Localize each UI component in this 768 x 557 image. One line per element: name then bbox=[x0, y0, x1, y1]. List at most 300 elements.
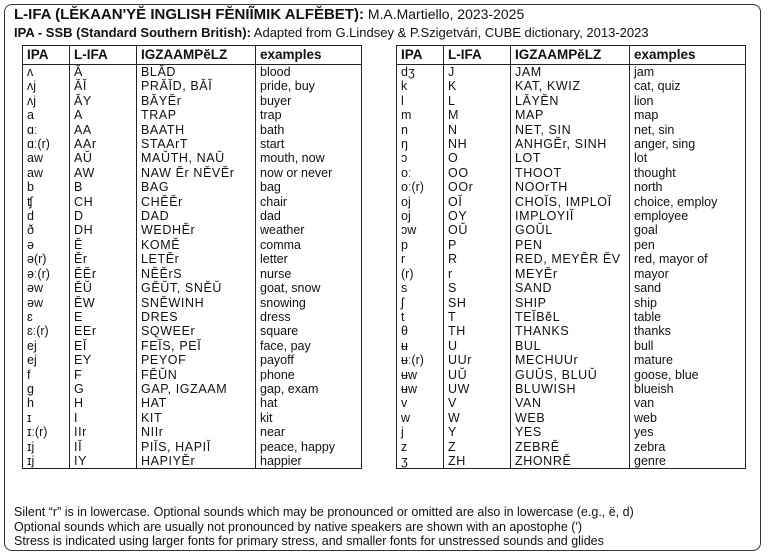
lifa-cell: EY bbox=[70, 353, 137, 367]
example-cell: gap, exam bbox=[256, 382, 362, 396]
spelling-cell: LĂYĔN bbox=[511, 94, 630, 108]
example-cell: zebra bbox=[630, 440, 746, 454]
table-row bbox=[397, 411, 746, 425]
table-row bbox=[397, 123, 746, 137]
spelling-cell: PIĬS, HAPIĬ bbox=[137, 440, 256, 454]
lifa-cell: EĬ bbox=[70, 339, 137, 353]
table-row bbox=[23, 195, 362, 209]
spelling-cell: SNĔWINH bbox=[137, 296, 256, 310]
table-row bbox=[23, 123, 362, 137]
example-cell: van bbox=[630, 396, 746, 410]
spelling-cell: PEYOF bbox=[137, 353, 256, 367]
right-phoneme-table bbox=[396, 45, 746, 469]
ipa-cell: ɪ bbox=[27, 410, 32, 425]
table-row bbox=[397, 252, 746, 266]
spelling-cell: MECHUUr bbox=[511, 353, 630, 367]
table-row bbox=[397, 310, 746, 324]
spelling-cell: ANHGĔr, SINH bbox=[511, 137, 630, 151]
spelling-cell: DAD bbox=[137, 209, 256, 223]
lifa-cell: OŬ bbox=[444, 223, 511, 237]
left-phoneme-table bbox=[22, 45, 362, 469]
example-cell: anger, sing bbox=[630, 137, 746, 151]
ipa-cell: ʉw bbox=[401, 381, 417, 396]
spelling-cell: SHIP bbox=[511, 296, 630, 310]
ipa-cell: ɔw bbox=[401, 223, 417, 238]
lifa-cell: OĬ bbox=[444, 195, 511, 209]
lifa-cell: Ĕ bbox=[70, 238, 137, 252]
table-row bbox=[397, 296, 746, 310]
table-row bbox=[23, 382, 362, 396]
table-row bbox=[397, 368, 746, 382]
spelling-cell: BLĂD bbox=[137, 65, 256, 80]
table-row bbox=[397, 238, 746, 252]
example-cell: genre bbox=[630, 454, 746, 469]
lifa-cell: V bbox=[444, 396, 511, 410]
ipa-cell: ej bbox=[27, 353, 37, 368]
ipa-cell: ʉ bbox=[401, 338, 408, 353]
spelling-cell: DRES bbox=[137, 310, 256, 324]
table-row bbox=[23, 94, 362, 108]
lifa-cell: IIr bbox=[70, 425, 137, 439]
table-row bbox=[23, 425, 362, 439]
ipa-cell: d bbox=[27, 209, 34, 224]
example-cell: sand bbox=[630, 281, 746, 295]
lifa-cell: NH bbox=[444, 137, 511, 151]
example-cell: bull bbox=[630, 339, 746, 353]
example-cell: mouth, now bbox=[256, 151, 362, 165]
ipa-cell: g bbox=[27, 381, 34, 396]
lifa-cell: K bbox=[444, 79, 511, 93]
spelling-cell: BAG bbox=[137, 180, 256, 194]
example-cell: nurse bbox=[256, 267, 362, 281]
lifa-cell: P bbox=[444, 238, 511, 252]
spelling-cell: MEYĔr bbox=[511, 267, 630, 281]
spelling-cell: BUL bbox=[511, 339, 630, 353]
table-row bbox=[23, 180, 362, 194]
ipa-cell: ɪː(r) bbox=[27, 425, 48, 440]
ipa-cell: ʉː(r) bbox=[401, 353, 424, 368]
example-cell: buyer bbox=[256, 94, 362, 108]
lifa-cell: A bbox=[70, 108, 137, 122]
table-row bbox=[23, 238, 362, 252]
ipa-cell: f bbox=[27, 367, 31, 382]
title-author: M.A.Martiello, 2023-2025 bbox=[363, 6, 525, 22]
example-cell: pride, buy bbox=[256, 79, 362, 93]
col-header-igz: IGZAAMPĕLZ bbox=[137, 46, 256, 65]
lifa-cell: UW bbox=[444, 382, 511, 396]
lifa-cell: AŬ bbox=[70, 151, 137, 165]
ipa-cell: a bbox=[27, 108, 34, 123]
example-cell: ship bbox=[630, 296, 746, 310]
table-row bbox=[23, 339, 362, 353]
ipa-cell: m bbox=[401, 108, 412, 123]
spelling-cell: HAPIYĔr bbox=[137, 454, 256, 469]
spelling-cell: BAATH bbox=[137, 123, 256, 137]
example-cell: bag bbox=[256, 180, 362, 194]
spelling-cell: THOOT bbox=[511, 166, 630, 180]
table-header-row bbox=[23, 46, 362, 65]
example-cell: mayor bbox=[630, 267, 746, 281]
ipa-cell: oj bbox=[401, 209, 411, 224]
lifa-cell: ZH bbox=[444, 454, 511, 469]
ipa-cell: aw bbox=[27, 151, 43, 166]
ipa-cell: ɪj bbox=[27, 439, 35, 454]
col-header-ipa: IPA bbox=[23, 46, 70, 65]
example-cell: now or never bbox=[256, 166, 362, 180]
example-cell: map bbox=[630, 108, 746, 122]
table-row bbox=[23, 137, 362, 151]
lifa-cell: E bbox=[70, 310, 137, 324]
spelling-cell: KAT, KWIZ bbox=[511, 79, 630, 93]
page-title bbox=[14, 6, 524, 23]
table-row bbox=[397, 108, 746, 122]
example-cell: peace, happy bbox=[256, 440, 362, 454]
col-header-ipa: IPA bbox=[397, 46, 444, 65]
spelling-cell: JAM bbox=[511, 65, 630, 80]
ipa-cell: ʒ bbox=[401, 453, 408, 468]
spelling-cell: VAN bbox=[511, 396, 630, 410]
lifa-cell: ĔŬ bbox=[70, 281, 137, 295]
ipa-cell: v bbox=[401, 396, 408, 411]
ipa-cell: r bbox=[401, 252, 406, 267]
lifa-cell: M bbox=[444, 108, 511, 122]
example-cell: north bbox=[630, 180, 746, 194]
table-row bbox=[397, 267, 746, 281]
spelling-cell: GUŬS, BLUŬ bbox=[511, 368, 630, 382]
spelling-cell: GAP, IGZAAM bbox=[137, 382, 256, 396]
table-row bbox=[23, 209, 362, 223]
example-cell: blueish bbox=[630, 382, 746, 396]
right-table-body bbox=[397, 65, 746, 469]
table-row bbox=[397, 440, 746, 454]
lifa-cell: ĂY bbox=[70, 94, 137, 108]
table-row bbox=[397, 425, 746, 439]
lifa-cell: ĂĬ bbox=[70, 79, 137, 93]
example-cell: lot bbox=[630, 151, 746, 165]
spelling-cell: PRĂĬD, BĂĬ bbox=[137, 79, 256, 93]
example-cell: chair bbox=[256, 195, 362, 209]
example-cell: goal bbox=[630, 223, 746, 237]
table-row bbox=[397, 324, 746, 338]
lifa-cell: Ă bbox=[70, 65, 137, 80]
example-cell: pen bbox=[630, 238, 746, 252]
example-cell: snowing bbox=[256, 296, 362, 310]
ipa-cell: ʉw bbox=[401, 367, 417, 382]
example-cell: mature bbox=[630, 353, 746, 367]
spelling-cell: SQWEEr bbox=[137, 324, 256, 338]
example-cell: face, pay bbox=[256, 339, 362, 353]
lifa-cell: J bbox=[444, 65, 511, 80]
example-cell: hat bbox=[256, 396, 362, 410]
ipa-cell: h bbox=[27, 396, 34, 411]
table-row bbox=[397, 79, 746, 93]
table-row bbox=[397, 396, 746, 410]
table-row bbox=[397, 151, 746, 165]
lifa-cell: R bbox=[444, 252, 511, 266]
table-row bbox=[23, 296, 362, 310]
ipa-cell: ʌ bbox=[27, 65, 34, 79]
table-row bbox=[397, 195, 746, 209]
example-cell: blood bbox=[256, 65, 362, 80]
page-subtitle bbox=[14, 25, 649, 40]
ipa-cell: oj bbox=[401, 194, 411, 209]
note-line: Silent “r” is in lowercase. Optional sounds which may be pronounced or omitted are also in lowercase (e.g., ë, d) bbox=[14, 505, 634, 519]
example-cell: goose, blue bbox=[630, 368, 746, 382]
table-row bbox=[397, 94, 746, 108]
ipa-cell: əw bbox=[27, 281, 43, 296]
lifa-cell: Ĕr bbox=[70, 252, 137, 266]
example-cell: net, sin bbox=[630, 123, 746, 137]
lifa-cell: G bbox=[70, 382, 137, 396]
lifa-cell: OOr bbox=[444, 180, 511, 194]
example-cell: phone bbox=[256, 368, 362, 382]
spelling-cell: TEĬBĕL bbox=[511, 310, 630, 324]
example-cell: happier bbox=[256, 454, 362, 469]
example-cell: trap bbox=[256, 108, 362, 122]
ipa-cell: ʌj bbox=[27, 93, 37, 108]
lifa-cell: W bbox=[444, 411, 511, 425]
table-row bbox=[397, 137, 746, 151]
spelling-cell: YES bbox=[511, 425, 630, 439]
left-table-body bbox=[23, 65, 362, 469]
spelling-cell: CHĔĔr bbox=[137, 195, 256, 209]
spelling-cell: TRAP bbox=[137, 108, 256, 122]
lifa-cell: D bbox=[70, 209, 137, 223]
spelling-cell: STAArT bbox=[137, 137, 256, 151]
lifa-cell: TH bbox=[444, 324, 511, 338]
ipa-cell: ɛ bbox=[27, 309, 33, 324]
lifa-cell: S bbox=[444, 281, 511, 295]
table-row bbox=[397, 353, 746, 367]
lifa-cell: O bbox=[444, 151, 511, 165]
example-cell: start bbox=[256, 137, 362, 151]
spelling-cell: NAW Ĕr NĔVĔr bbox=[137, 166, 256, 180]
example-cell: web bbox=[630, 411, 746, 425]
spelling-cell: NET, SIN bbox=[511, 123, 630, 137]
spelling-cell: MAP bbox=[511, 108, 630, 122]
table-row bbox=[397, 166, 746, 180]
ipa-cell: oː(r) bbox=[401, 180, 424, 195]
lifa-cell: H bbox=[70, 396, 137, 410]
lifa-cell: DH bbox=[70, 223, 137, 237]
spelling-cell: FEĬS, PEĬ bbox=[137, 339, 256, 353]
col-header-igz: IGZAAMPĕLZ bbox=[511, 46, 630, 65]
table-row bbox=[23, 79, 362, 93]
col-header-examples: examples bbox=[256, 46, 362, 65]
table-row bbox=[397, 339, 746, 353]
ipa-cell: ə(r) bbox=[27, 252, 47, 267]
example-cell: table bbox=[630, 310, 746, 324]
ipa-cell: ɪj bbox=[27, 453, 35, 468]
table-row bbox=[23, 281, 362, 295]
ipa-cell: ə bbox=[27, 237, 34, 252]
spelling-cell: LETĔr bbox=[137, 252, 256, 266]
spelling-cell: BĂYĔr bbox=[137, 94, 256, 108]
example-cell: thought bbox=[630, 166, 746, 180]
ipa-cell: ej bbox=[27, 338, 37, 353]
lifa-cell: UUr bbox=[444, 353, 511, 367]
table-row bbox=[23, 324, 362, 338]
example-cell: lion bbox=[630, 94, 746, 108]
example-cell: near bbox=[256, 425, 362, 439]
table-row bbox=[397, 281, 746, 295]
table-row bbox=[397, 209, 746, 223]
lifa-cell: B bbox=[70, 180, 137, 194]
table-row bbox=[23, 108, 362, 122]
table-row bbox=[23, 223, 362, 237]
lifa-cell: UŬ bbox=[444, 368, 511, 382]
example-cell: goat, snow bbox=[256, 281, 362, 295]
table-row bbox=[397, 223, 746, 237]
table-header-row bbox=[397, 46, 746, 65]
ipa-cell: dʒ bbox=[401, 65, 415, 79]
title-main: L-IFA (LĔKAAN'YĔ INGLISH FĔNIĨMIK ALFĔBET): bbox=[14, 6, 364, 23]
ipa-cell: ʌj bbox=[27, 79, 37, 94]
lifa-cell: IĬ bbox=[70, 440, 137, 454]
example-cell: weather bbox=[256, 223, 362, 237]
example-cell: choice, employ bbox=[630, 195, 746, 209]
lifa-cell: AW bbox=[70, 166, 137, 180]
lifa-cell: EEr bbox=[70, 324, 137, 338]
lifa-cell: OO bbox=[444, 166, 511, 180]
ipa-cell: s bbox=[401, 281, 408, 296]
table-row bbox=[23, 353, 362, 367]
ipa-cell: b bbox=[27, 180, 34, 195]
ipa-cell: l bbox=[401, 93, 404, 108]
subtitle-main: IPA - SSB (Standard Southern British): bbox=[14, 25, 251, 40]
example-cell: dress bbox=[256, 310, 362, 324]
spelling-cell: WEDHĔr bbox=[137, 223, 256, 237]
ipa-cell: p bbox=[401, 237, 408, 252]
ipa-cell: ð bbox=[27, 223, 34, 238]
spelling-cell: ZHONRĔ bbox=[511, 454, 630, 469]
lifa-cell: SH bbox=[444, 296, 511, 310]
table-row bbox=[23, 368, 362, 382]
table-row bbox=[23, 310, 362, 324]
lifa-cell: Y bbox=[444, 425, 511, 439]
lifa-cell: IY bbox=[70, 454, 137, 469]
note-line: Optional sounds which are usually not pronounced by native speakers are shown with an apostophe (') bbox=[14, 519, 583, 534]
example-cell: comma bbox=[256, 238, 362, 252]
ipa-cell: əː(r) bbox=[27, 266, 50, 281]
ipa-cell: ɛː(r) bbox=[27, 324, 49, 339]
lifa-cell: OY bbox=[444, 209, 511, 223]
lifa-cell: AAr bbox=[70, 137, 137, 151]
ipa-cell: ɑː bbox=[27, 122, 38, 137]
ipa-cell: j bbox=[401, 425, 404, 440]
example-cell: kit bbox=[256, 411, 362, 425]
spelling-cell: MAŬTH, NAŬ bbox=[137, 151, 256, 165]
example-cell: dad bbox=[256, 209, 362, 223]
ipa-cell: ɔ bbox=[401, 151, 408, 166]
spelling-cell: THANKS bbox=[511, 324, 630, 338]
col-header-examples: examples bbox=[630, 46, 746, 65]
spelling-cell: RED, MEYĔR ĔV bbox=[511, 252, 630, 266]
table-row bbox=[23, 454, 362, 469]
ipa-cell: t bbox=[401, 309, 405, 324]
table-row bbox=[23, 65, 362, 80]
example-cell: square bbox=[256, 324, 362, 338]
lifa-cell: F bbox=[70, 368, 137, 382]
example-cell: employee bbox=[630, 209, 746, 223]
spelling-cell: BLUWISH bbox=[511, 382, 630, 396]
example-cell: red, mayor of bbox=[630, 252, 746, 266]
spelling-cell: GOŬL bbox=[511, 223, 630, 237]
table-row bbox=[23, 396, 362, 410]
lifa-cell: AA bbox=[70, 123, 137, 137]
ipa-cell: (r) bbox=[401, 266, 414, 281]
table-row bbox=[23, 166, 362, 180]
col-header-lifa: L-IFA bbox=[444, 46, 511, 65]
spelling-cell: WEB bbox=[511, 411, 630, 425]
spelling-cell: GĔŬT, SNĔŬ bbox=[137, 281, 256, 295]
spelling-cell: PEN bbox=[511, 238, 630, 252]
ipa-cell: ŋ bbox=[401, 137, 408, 152]
table-row bbox=[397, 65, 746, 80]
ipa-cell: aw bbox=[27, 165, 43, 180]
example-cell: thanks bbox=[630, 324, 746, 338]
lifa-cell: T bbox=[444, 310, 511, 324]
ipa-cell: k bbox=[401, 79, 408, 94]
lifa-cell: N bbox=[444, 123, 511, 137]
example-cell: jam bbox=[630, 65, 746, 80]
spelling-cell: LOT bbox=[511, 151, 630, 165]
subtitle-rest: Adapted from G.Lindsey & P.Szigetvári, CUBE dictionary, 2013-2023 bbox=[250, 25, 649, 40]
spelling-cell: CHOĬS, IMPLOĬ bbox=[511, 195, 630, 209]
table-row bbox=[23, 411, 362, 425]
ipa-cell: ɑː(r) bbox=[27, 137, 50, 152]
ipa-cell: ʧ bbox=[27, 194, 33, 209]
example-cell: letter bbox=[256, 252, 362, 266]
ipa-cell: əw bbox=[27, 295, 43, 310]
table-row bbox=[23, 267, 362, 281]
spelling-cell: SAND bbox=[511, 281, 630, 295]
table-row bbox=[23, 151, 362, 165]
footnotes bbox=[14, 505, 634, 549]
table-row bbox=[397, 382, 746, 396]
ipa-cell: oː bbox=[401, 165, 412, 180]
spelling-cell: NOOrTH bbox=[511, 180, 630, 194]
ipa-cell: n bbox=[401, 122, 408, 137]
spelling-cell: NIIr bbox=[137, 425, 256, 439]
lifa-cell: r bbox=[444, 267, 511, 281]
table-row bbox=[23, 252, 362, 266]
lifa-cell: ĔW bbox=[70, 296, 137, 310]
spelling-cell: KOMĔ bbox=[137, 238, 256, 252]
example-cell: yes bbox=[630, 425, 746, 439]
table-row bbox=[397, 180, 746, 194]
spelling-cell: NĔĔrS bbox=[137, 267, 256, 281]
ipa-cell: θ bbox=[401, 324, 408, 339]
ipa-cell: w bbox=[401, 410, 411, 425]
lifa-cell: U bbox=[444, 339, 511, 353]
example-cell: payoff bbox=[256, 353, 362, 367]
table-row bbox=[23, 440, 362, 454]
note-line: Stress is indicated using larger fonts for primary stress, and smaller fonts for unstressed sounds and glides bbox=[14, 534, 604, 548]
spelling-cell: HAT bbox=[137, 396, 256, 410]
example-cell: cat, quiz bbox=[630, 79, 746, 93]
lifa-cell: L bbox=[444, 94, 511, 108]
spelling-cell: ZEBRĔ bbox=[511, 440, 630, 454]
lifa-cell: CH bbox=[70, 195, 137, 209]
lifa-cell: I bbox=[70, 411, 137, 425]
spelling-cell: IMPLOYIĬ bbox=[511, 209, 630, 223]
ipa-cell: z bbox=[401, 439, 408, 454]
ipa-cell: ʃ bbox=[401, 295, 404, 310]
spelling-cell: KIT bbox=[137, 411, 256, 425]
col-header-lifa: L-IFA bbox=[70, 46, 137, 65]
lifa-cell: ĔĔr bbox=[70, 267, 137, 281]
